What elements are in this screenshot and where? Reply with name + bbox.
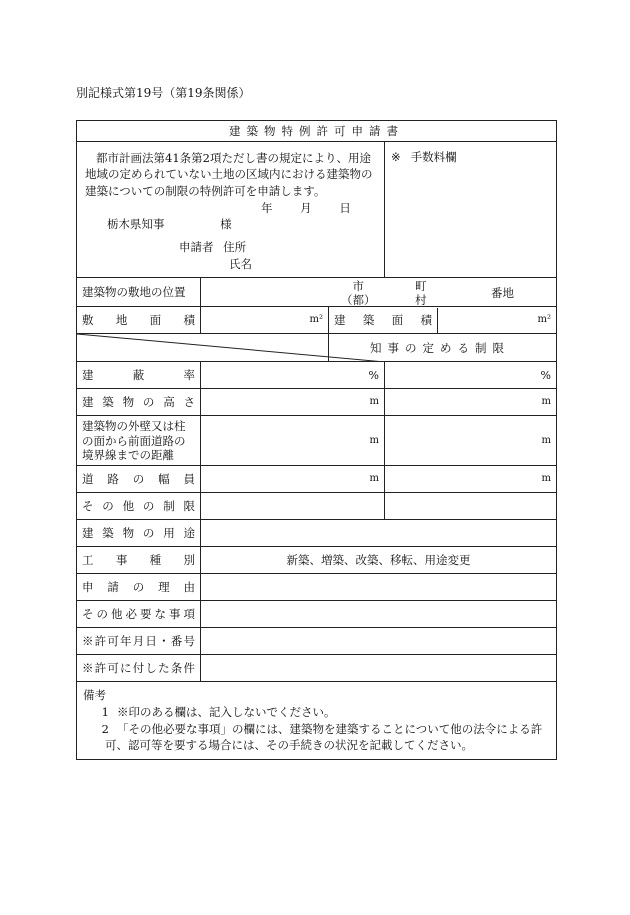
limit-header: 知事の定める制限 xyxy=(329,334,557,362)
height-field[interactable]: m xyxy=(201,389,385,416)
work-type-label: 工事種別 xyxy=(77,547,201,574)
location-label: 建築物の敷地の位置 xyxy=(77,278,201,307)
road-width-limit[interactable]: m xyxy=(385,466,557,493)
permit-conditions-label: ※許可に付した条件 xyxy=(77,655,201,682)
date-line[interactable]: 年 月 日 xyxy=(261,200,351,215)
form-number: 別記様式第19号（第19条関係） xyxy=(76,86,251,100)
other-limits-field[interactable] xyxy=(201,493,385,520)
remark-note-1: 1 ※印のある欄は、記入しないでください。 xyxy=(101,704,336,719)
banchi-label: 番地 xyxy=(491,286,514,301)
applicant-address-line[interactable] xyxy=(85,240,378,254)
building-area-field[interactable]: m² xyxy=(537,314,551,326)
diagonal-header xyxy=(77,334,329,362)
name-label: 氏名 xyxy=(229,257,252,272)
location-field[interactable] xyxy=(201,278,557,307)
other-matters-field[interactable] xyxy=(201,601,557,628)
road-width-field[interactable]: m xyxy=(201,466,385,493)
height-limit[interactable]: m xyxy=(385,389,557,416)
road-width-label: 道路の幅員 xyxy=(77,466,201,493)
remarks-section xyxy=(77,682,557,760)
reason-label: 申請の理由 xyxy=(77,574,201,601)
address-label: 住所 xyxy=(223,239,247,254)
diagonal-line xyxy=(77,334,385,362)
other-limits-label: その他の制限 xyxy=(77,493,201,520)
intro-text: 都市計画法第41条第2項ただし書の規定により、用途地域の定められていない土地の区域内における建築物の建築についての制限の特例許可を申請します。 xyxy=(85,151,373,198)
city-label: 市 xyxy=(352,279,364,294)
town-label: 町 xyxy=(415,279,427,294)
height-label: 建築物の高さ xyxy=(77,389,201,416)
use-label: 建築物の用途 xyxy=(77,520,201,547)
work-type-options[interactable]: 新築、増築、改築、移転、用途変更 xyxy=(201,547,557,574)
use-field[interactable] xyxy=(201,520,557,547)
coverage-limit[interactable]: % xyxy=(385,362,557,389)
governor-label: 栃木県知事 xyxy=(107,217,165,232)
application-form xyxy=(76,120,557,760)
capital-label: （都） xyxy=(341,292,376,307)
site-area-field[interactable]: m² xyxy=(201,307,329,334)
application-statement xyxy=(77,142,385,278)
applicant-label: 申請者 xyxy=(179,239,214,254)
setback-label: 建築物の外壁又は柱の面から前面道路の境界線までの距離 xyxy=(77,416,201,466)
village-label: 村 xyxy=(415,292,427,307)
building-area-label: 建築面積 xyxy=(329,308,438,333)
permit-date-label: ※許可年月日・番号 xyxy=(77,628,201,655)
other-limits-limit[interactable] xyxy=(385,493,557,520)
asterisk-mark: ※ xyxy=(391,150,401,164)
setback-limit[interactable]: m xyxy=(385,416,557,466)
coverage-field[interactable]: % xyxy=(201,362,385,389)
fee-field xyxy=(385,142,557,278)
permit-date-field xyxy=(201,628,557,655)
honorific: 様 xyxy=(220,217,232,232)
reason-field[interactable] xyxy=(201,574,557,601)
addressee-line xyxy=(85,217,378,231)
remark-note-2: 2 「その他必要な事項」の欄には、建築物を建築することについて他の法令による許 可、認可等を要する場合には、その手続きの状況を記載してください。 xyxy=(101,722,543,752)
fee-label: 手数料欄 xyxy=(410,150,457,164)
form-title: 建築物特例許可申請書 xyxy=(77,121,557,142)
remarks-title: 備考 xyxy=(83,688,106,703)
applicant-name-line[interactable] xyxy=(85,257,378,271)
other-matters-label: その他必要な事項 xyxy=(77,601,201,628)
coverage-label: 建蔽率 xyxy=(77,362,201,389)
site-area-label: 敷地面積 xyxy=(77,307,201,334)
setback-field[interactable]: m xyxy=(201,416,385,466)
permit-conditions-field xyxy=(201,655,557,682)
